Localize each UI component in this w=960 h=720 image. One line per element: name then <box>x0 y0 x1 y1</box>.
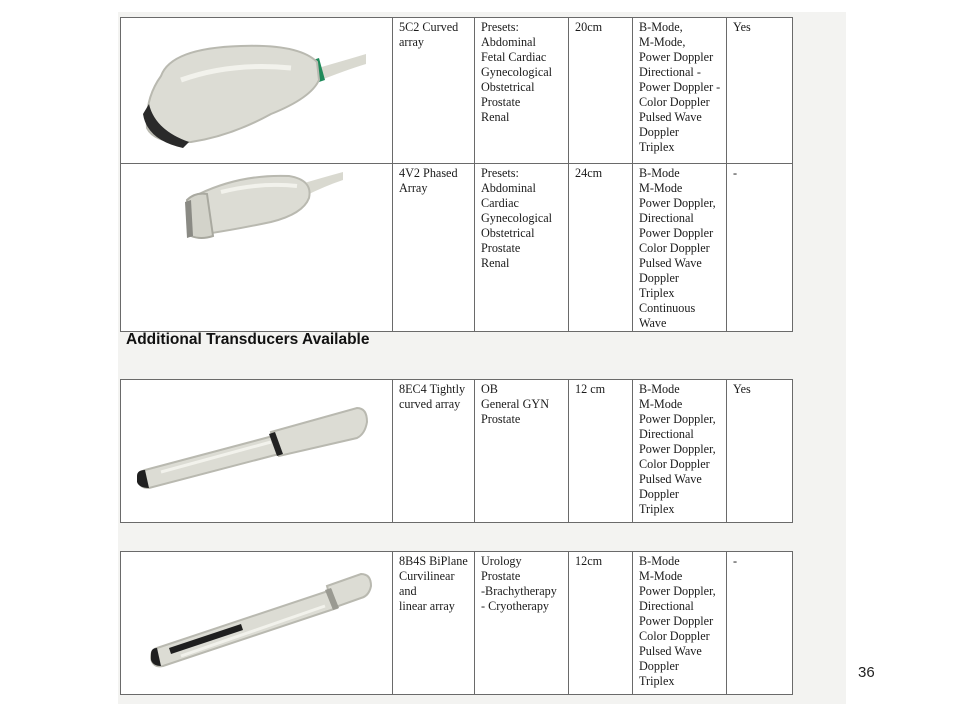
biplane-probe-icon <box>121 552 393 695</box>
biopsy-cell: Yes <box>727 380 793 523</box>
transducer-table-additional-1 <box>120 379 793 523</box>
depth-cell: 12 cm <box>569 380 633 523</box>
probe-image-cell <box>121 552 393 695</box>
modes-cell: B-Mode M-Mode Power Doppler, Directional Power Doppler Color Doppler Pulsed Wave Doppler Triplex <box>633 552 727 695</box>
depth-cell: 24cm <box>569 164 633 332</box>
endocavity-probe-icon <box>121 380 393 523</box>
table-row <box>121 164 793 332</box>
biopsy-cell: - <box>727 552 793 695</box>
presets-cell: Presets: Abdominal Fetal Cardiac Gynecological Obstetrical Prostate Renal <box>475 18 569 164</box>
model-name: 8EC4 Tightly curved array <box>393 380 475 523</box>
presets-cell: Presets: Abdominal Cardiac Gynecological Obstetrical Prostate Renal <box>475 164 569 332</box>
depth-cell: 12cm <box>569 552 633 695</box>
page-number: 36 <box>858 664 875 681</box>
modes-cell: B-Mode M-Mode Power Doppler, Directional Power Doppler Color Doppler Pulsed Wave Doppler Triplex Continuous Wave <box>633 164 727 332</box>
section-heading: Additional Transducers Available <box>126 331 370 348</box>
biopsy-cell: Yes <box>727 18 793 164</box>
model-name: 4V2 Phased Array <box>393 164 475 332</box>
probe-image-cell <box>121 18 393 164</box>
transducer-table-additional-2 <box>120 551 793 695</box>
table-row <box>121 18 793 164</box>
phased-array-probe-icon <box>121 164 393 331</box>
model-name: 5C2 Curved array <box>393 18 475 164</box>
transducer-table-main <box>120 17 793 332</box>
table-row <box>121 552 793 695</box>
presets-cell: OB General GYN Prostate <box>475 380 569 523</box>
depth-cell: 20cm <box>569 18 633 164</box>
curved-array-probe-icon <box>121 18 393 164</box>
modes-cell: B-Mode, M-Mode, Power Doppler Directional - Power Doppler - Color Doppler Pulsed Wave Doppler Triplex <box>633 18 727 164</box>
presets-cell: Urology Prostate -Brachytherapy - Cryotherapy <box>475 552 569 695</box>
probe-image-cell <box>121 380 393 523</box>
model-name: 8B4S BiPlane Curvilinear and linear array <box>393 552 475 695</box>
biopsy-cell: - <box>727 164 793 332</box>
modes-cell: B-Mode M-Mode Power Doppler, Directional Power Doppler, Color Doppler Pulsed Wave Doppler Triplex <box>633 380 727 523</box>
probe-image-cell <box>121 164 393 332</box>
table-row <box>121 380 793 523</box>
